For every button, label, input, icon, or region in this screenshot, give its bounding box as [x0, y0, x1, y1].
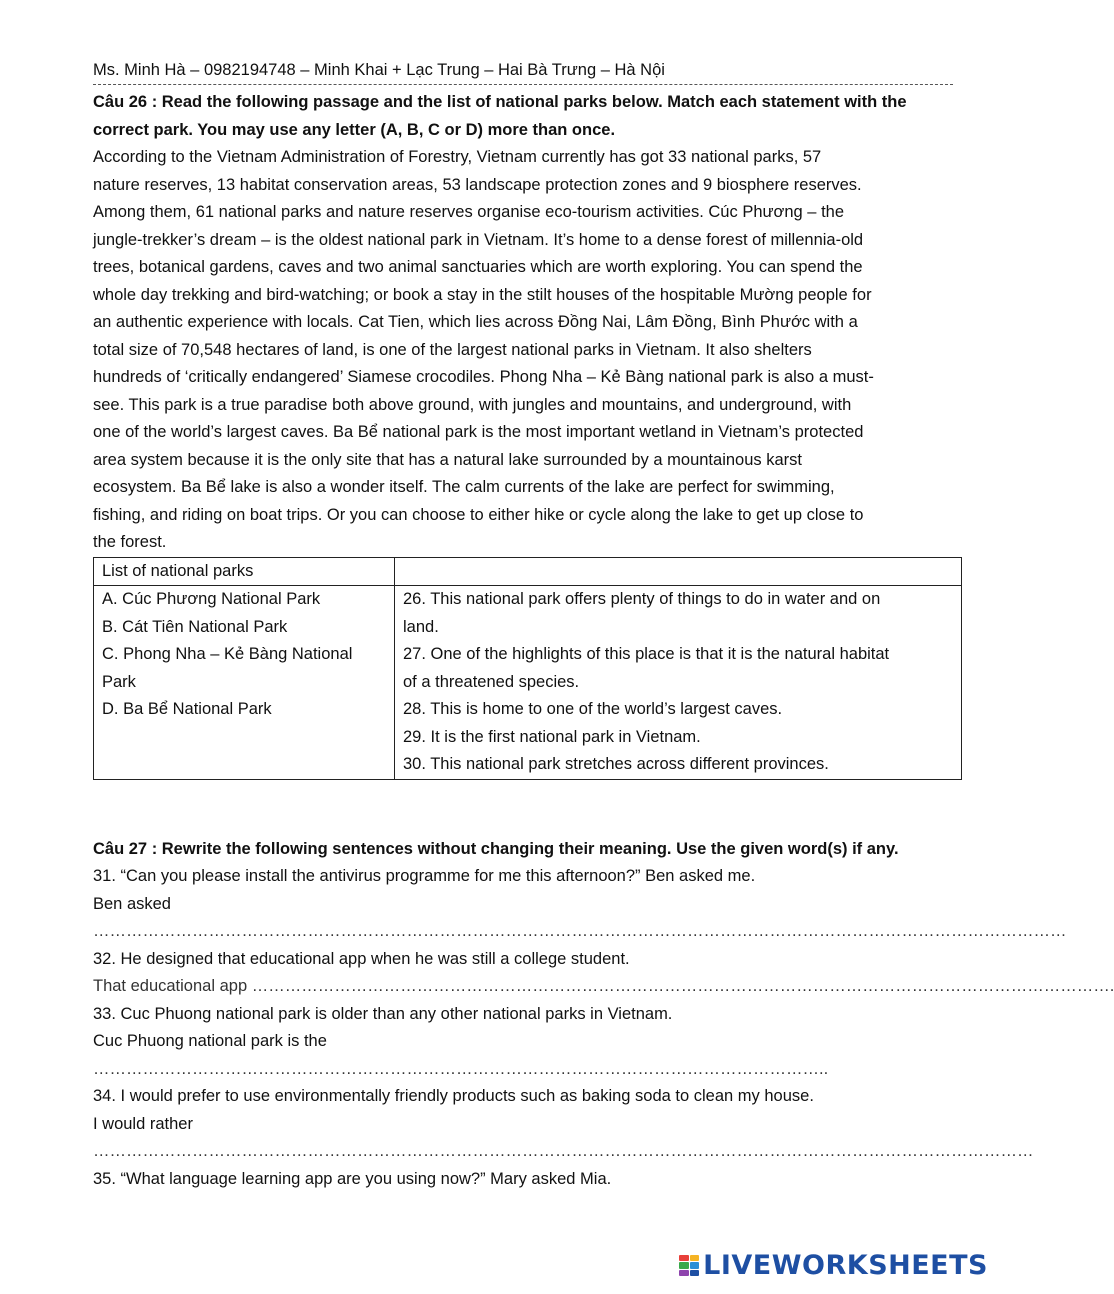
- logo-square: [679, 1262, 689, 1269]
- liveworksheets-logo-icon: [679, 1255, 699, 1277]
- rewrite-item-35: [93, 1166, 963, 1194]
- table-header-left: List of national parks: [94, 557, 395, 586]
- passage-line: one of the world’s largest caves. Ba Bể national park is the most important wetland in Vietnam’s protected: [93, 423, 864, 441]
- passage-line: see. This park is a true paradise both above ground, with jungles and mountains, and underground, with: [93, 395, 852, 414]
- statement-30: 30. This national park stretches across different provinces.: [403, 755, 829, 773]
- passage-line: Among them, 61 national parks and nature reserves organise eco-tourism activities. Cúc Phương – the: [93, 203, 844, 221]
- q26-title-line-2: correct park. You may use any letter (A, B, C or D) more than once.: [93, 120, 616, 139]
- spacer: [93, 780, 963, 836]
- passage-line: jungle-trekker’s dream – is the oldest national park in Vietnam. It’s home to a dense forest of millennia-old: [93, 230, 864, 249]
- passage-line: total size of 70,548 hectares of land, is one of the largest national parks in Vietnam. It also shelters: [93, 340, 812, 359]
- statements-cell: [395, 586, 962, 780]
- statement-26: 26. This national park offers plenty of things to do in water and on: [403, 590, 881, 608]
- passage-line: the forest.: [93, 533, 167, 551]
- statement-29: 29. It is the first national park in Vietnam.: [403, 727, 701, 746]
- parks-list-cell: [94, 586, 395, 780]
- item-prompt: 34. I would prefer to use environmentally friendly products such as baking soda to clean my house.: [93, 1087, 814, 1105]
- rewrite-item-33: [93, 1001, 963, 1084]
- brand-name: LIVEWORKSHEETS: [703, 1250, 988, 1281]
- q26-title-line-1: Câu 26 : Read the following passage and the list of national parks below. Match each statement with the: [93, 93, 907, 111]
- passage-line: an authentic experience with locals. Cat Tien, which lies across Đồng Nai, Lâm Đồng, Bình Phước with a: [93, 313, 858, 331]
- passage-line: hundreds of ‘critically endangered’ Siamese crocodiles. Phong Nha – Kẻ Bàng national park is also a must-: [93, 368, 874, 386]
- q27-title: Câu 27 : Rewrite the following sentences without changing their meaning. Use the given word(s) if any.: [93, 839, 899, 858]
- park-option-c-cont: Park: [102, 672, 136, 691]
- passage-line: ecosystem. Ba Bể lake is also a wonder itself. The calm currents of the lake are perfect for swimming,: [93, 478, 835, 496]
- passage-line: According to the Vietnam Administration of Forestry, Vietnam currently has got 33 national parks, 57: [93, 148, 822, 166]
- logo-square: [690, 1262, 700, 1269]
- passage-line: trees, botanical gardens, caves and two animal sanctuaries which are worth exploring. You can spend the: [93, 258, 863, 276]
- table-row: [94, 586, 962, 780]
- passage-line: nature reserves, 13 habitat conservation areas, 53 landscape protection zones and 9 biosphere reserves.: [93, 175, 862, 194]
- item-prompt: 31. “Can you please install the antivirus programme for me this afternoon?” Ben asked me.: [93, 867, 756, 885]
- passage: [93, 144, 963, 557]
- item-prompt: 35. “What language learning app are you using now?” Mary asked Mia.: [93, 1169, 612, 1188]
- table-header-right: [395, 557, 962, 586]
- item-starter: Cuc Phuong national park is the: [93, 1032, 327, 1050]
- rewrite-item-31: [93, 863, 1067, 946]
- statement-27: 27. One of the highlights of this place is that it is the natural habitat: [403, 645, 890, 663]
- item-prompt: 33. Cuc Phuong national park is older than any other national parks in Vietnam.: [93, 1004, 673, 1023]
- statement-26-cont: land.: [403, 617, 439, 636]
- answer-line[interactable]: That educational app ………………………………………………………………………………………………………………………………………….: [93, 977, 1114, 995]
- rewrite-item-32: [93, 946, 1114, 1001]
- park-option-b: B. Cát Tiên National Park: [102, 617, 288, 636]
- answer-line[interactable]: ………………………………………………………………………………………………………………………………………………………: [93, 1142, 1034, 1160]
- rewrite-item-34: [93, 1083, 1034, 1166]
- item-prompt: 32. He designed that educational app when he was still a college student.: [93, 949, 630, 968]
- answer-line[interactable]: ……………………………………………………………………………………………………………………..: [93, 1059, 829, 1078]
- answer-line[interactable]: ……………………………………………………………………………………………………………………………………………………………: [93, 922, 1067, 940]
- table-header-row: [94, 557, 962, 586]
- logo-square: [679, 1255, 689, 1262]
- liveworksheets-brand: [679, 1250, 988, 1281]
- passage-line: area system because it is the only site that has a natural lake surrounded by a mountainous karst: [93, 450, 802, 469]
- contact-header: Ms. Minh Hà – 0982194748 – Minh Khai + Lạc Trung – Hai Bà Trưng – Hà Nội: [93, 61, 665, 79]
- logo-square: [690, 1270, 700, 1277]
- statement-28: 28. This is home to one of the world’s largest caves.: [403, 700, 783, 718]
- park-option-a: A. Cúc Phương National Park: [102, 590, 321, 608]
- passage-line: whole day trekking and bird-watching; or book a stay in the stilt houses of the hospitable Mường people for: [93, 285, 872, 304]
- question-27: [93, 836, 1114, 1194]
- park-option-d: D. Ba Bể National Park: [102, 700, 272, 718]
- item-starter: Ben asked: [93, 894, 171, 913]
- logo-square: [690, 1255, 700, 1262]
- worksheet-page: [93, 58, 1114, 1193]
- dashed-divider: [93, 84, 953, 85]
- item-starter: I would rather: [93, 1114, 193, 1133]
- national-parks-table: [93, 557, 962, 780]
- logo-square: [679, 1270, 689, 1277]
- passage-line: fishing, and riding on boat trips. Or you can choose to either hike or cycle along the lake to get up close to: [93, 505, 864, 524]
- statement-27-cont: of a threatened species.: [403, 672, 580, 691]
- park-option-c: C. Phong Nha – Kẻ Bàng National: [102, 645, 353, 663]
- question-26: [93, 89, 963, 780]
